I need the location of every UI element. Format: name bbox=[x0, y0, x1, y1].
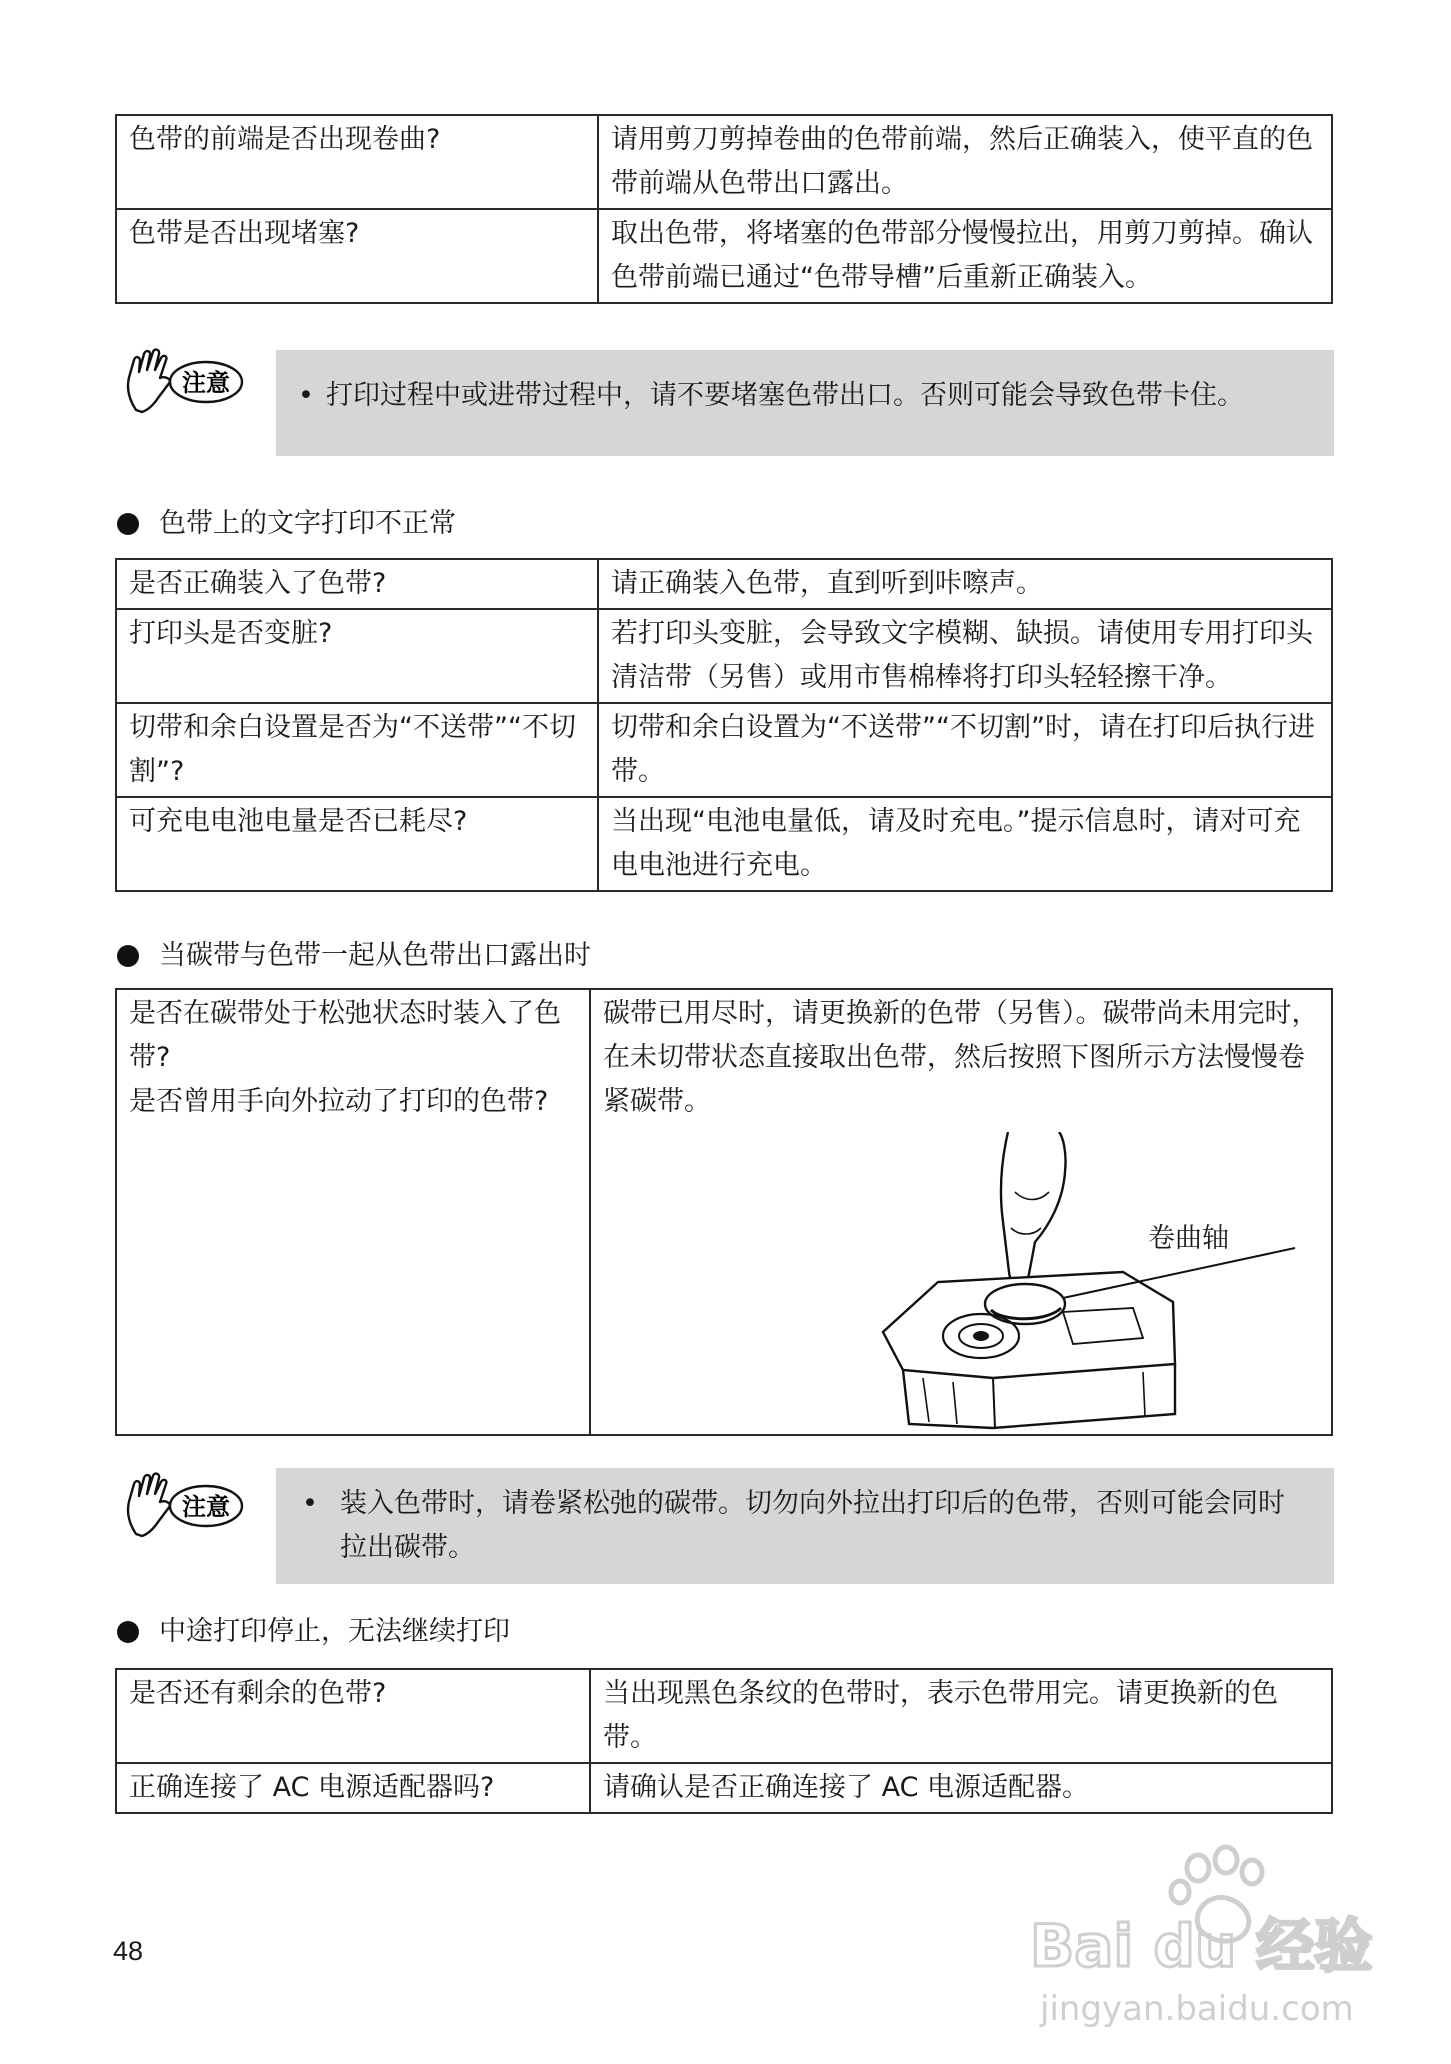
section-heading bbox=[115, 504, 456, 544]
question-cell: 是否还有剩余的色带? bbox=[116, 1669, 590, 1763]
section-heading bbox=[115, 1612, 510, 1652]
question-cell: 切带和余白设置是否为“不送带”“不切割”? bbox=[116, 703, 598, 797]
baidu-jingyan-watermark bbox=[1030, 1840, 1390, 2040]
answer-cell: 取出色带，将堵塞的色带部分慢慢拉出，用剪刀剪掉。确认色带前端已通过“色带导槽”后重新正确装入。 bbox=[598, 209, 1332, 303]
answer-cell: 请确认是否正确连接了 AC 电源适配器。 bbox=[590, 1763, 1332, 1813]
answer-cell: 切带和余白设置为“不送带”“不切割”时，请在打印后执行进带。 bbox=[598, 703, 1332, 797]
figure-label: 卷曲轴 bbox=[1148, 1223, 1229, 1254]
troubleshoot-table-4 bbox=[115, 1668, 1333, 1814]
answer-cell: 当出现“电池电量低，请及时充电。”提示信息时，请对可充电电池进行充电。 bbox=[598, 797, 1332, 891]
question-cell: 色带是否出现堵塞? bbox=[116, 209, 598, 303]
note-text: 打印过程中或进带过程中，请不要堵塞色带出口。否则可能会导致色带卡住。 bbox=[326, 380, 1244, 411]
answer-cell: 请用剪刀剪掉卷曲的色带前端，然后正确装入，使平直的色带前端从色带出口露出。 bbox=[598, 115, 1332, 209]
heading-bullet bbox=[117, 513, 139, 535]
answer-cell: 当出现黑色条纹的色带时，表示色带用完。请更换新的色带。 bbox=[590, 1669, 1332, 1763]
note-text: 装入色带时，请卷紧松弛的碳带。切勿向外拉出打印后的色带，否则可能会同时拉出碳带。 bbox=[340, 1488, 1285, 1563]
caution-hand-icon bbox=[118, 1470, 248, 1542]
section-heading bbox=[115, 936, 591, 976]
answer-cell: 若打印头变脏，会导致文字模糊、缺损。请使用专用打印头清洁带（另售）或用市售棉棒将打印头轻轻擦干净。 bbox=[598, 609, 1332, 703]
caution-hand-icon bbox=[118, 346, 248, 418]
heading-bullet bbox=[117, 1621, 139, 1643]
page-number: 48 bbox=[113, 1936, 144, 1966]
table-row bbox=[116, 609, 1332, 703]
question-cell: 色带的前端是否出现卷曲? bbox=[116, 115, 598, 209]
table-row bbox=[116, 115, 1332, 209]
table-row bbox=[116, 1763, 1332, 1813]
table-row bbox=[116, 989, 1332, 1435]
question-cell: 是否正确装入了色带? bbox=[116, 559, 598, 609]
bullet-dot: • bbox=[302, 1488, 318, 1519]
heading-text: 中途打印停止，无法继续打印 bbox=[159, 1616, 510, 1647]
question-cell: 可充电电池电量是否已耗尽? bbox=[116, 797, 598, 891]
question-cell bbox=[116, 989, 590, 1435]
table-row bbox=[116, 209, 1332, 303]
question-cell: 打印头是否变脏? bbox=[116, 609, 598, 703]
troubleshoot-table-2 bbox=[115, 558, 1333, 892]
answer-cell: 请正确装入色带，直到听到咔嚓声。 bbox=[598, 559, 1332, 609]
figure-container bbox=[603, 1132, 1319, 1432]
troubleshoot-table-1 bbox=[115, 114, 1333, 304]
caution-label: 注意 bbox=[182, 369, 230, 397]
caution-note-1 bbox=[276, 350, 1334, 456]
watermark-logo-text: Bai du 经验 bbox=[1030, 1912, 1373, 1980]
tape-cassette-illustration bbox=[763, 1132, 1323, 1432]
heading-text: 色带上的文字打印不正常 bbox=[159, 508, 456, 539]
question-line: 是否曾用手向外拉动了打印的色带? bbox=[129, 1086, 549, 1117]
caution-note-2 bbox=[276, 1468, 1334, 1584]
table-row bbox=[116, 797, 1332, 891]
heading-text: 当碳带与色带一起从色带出口露出时 bbox=[159, 940, 591, 971]
question-line: 是否在碳带处于松弛状态时装入了色带? bbox=[129, 998, 561, 1073]
table-row bbox=[116, 1669, 1332, 1763]
watermark-url: jingyan.baidu.com bbox=[1040, 1989, 1354, 2029]
note-item bbox=[276, 374, 1334, 418]
note-item bbox=[276, 1482, 1294, 1570]
question-cell: 正确连接了 AC 电源适配器吗? bbox=[116, 1763, 590, 1813]
caution-label: 注意 bbox=[182, 1493, 230, 1521]
answer-cell bbox=[590, 989, 1332, 1435]
heading-bullet bbox=[117, 945, 139, 967]
answer-text: 碳带已用尽时，请更换新的色带（另售）。碳带尚未用完时，在未切带状态直接取出色带，然后按照下图所示方法慢慢卷紧碳带。 bbox=[603, 998, 1319, 1117]
table-row bbox=[116, 703, 1332, 797]
table-row bbox=[116, 559, 1332, 609]
troubleshoot-table-3 bbox=[115, 988, 1333, 1436]
bullet-dot: • bbox=[298, 380, 314, 411]
